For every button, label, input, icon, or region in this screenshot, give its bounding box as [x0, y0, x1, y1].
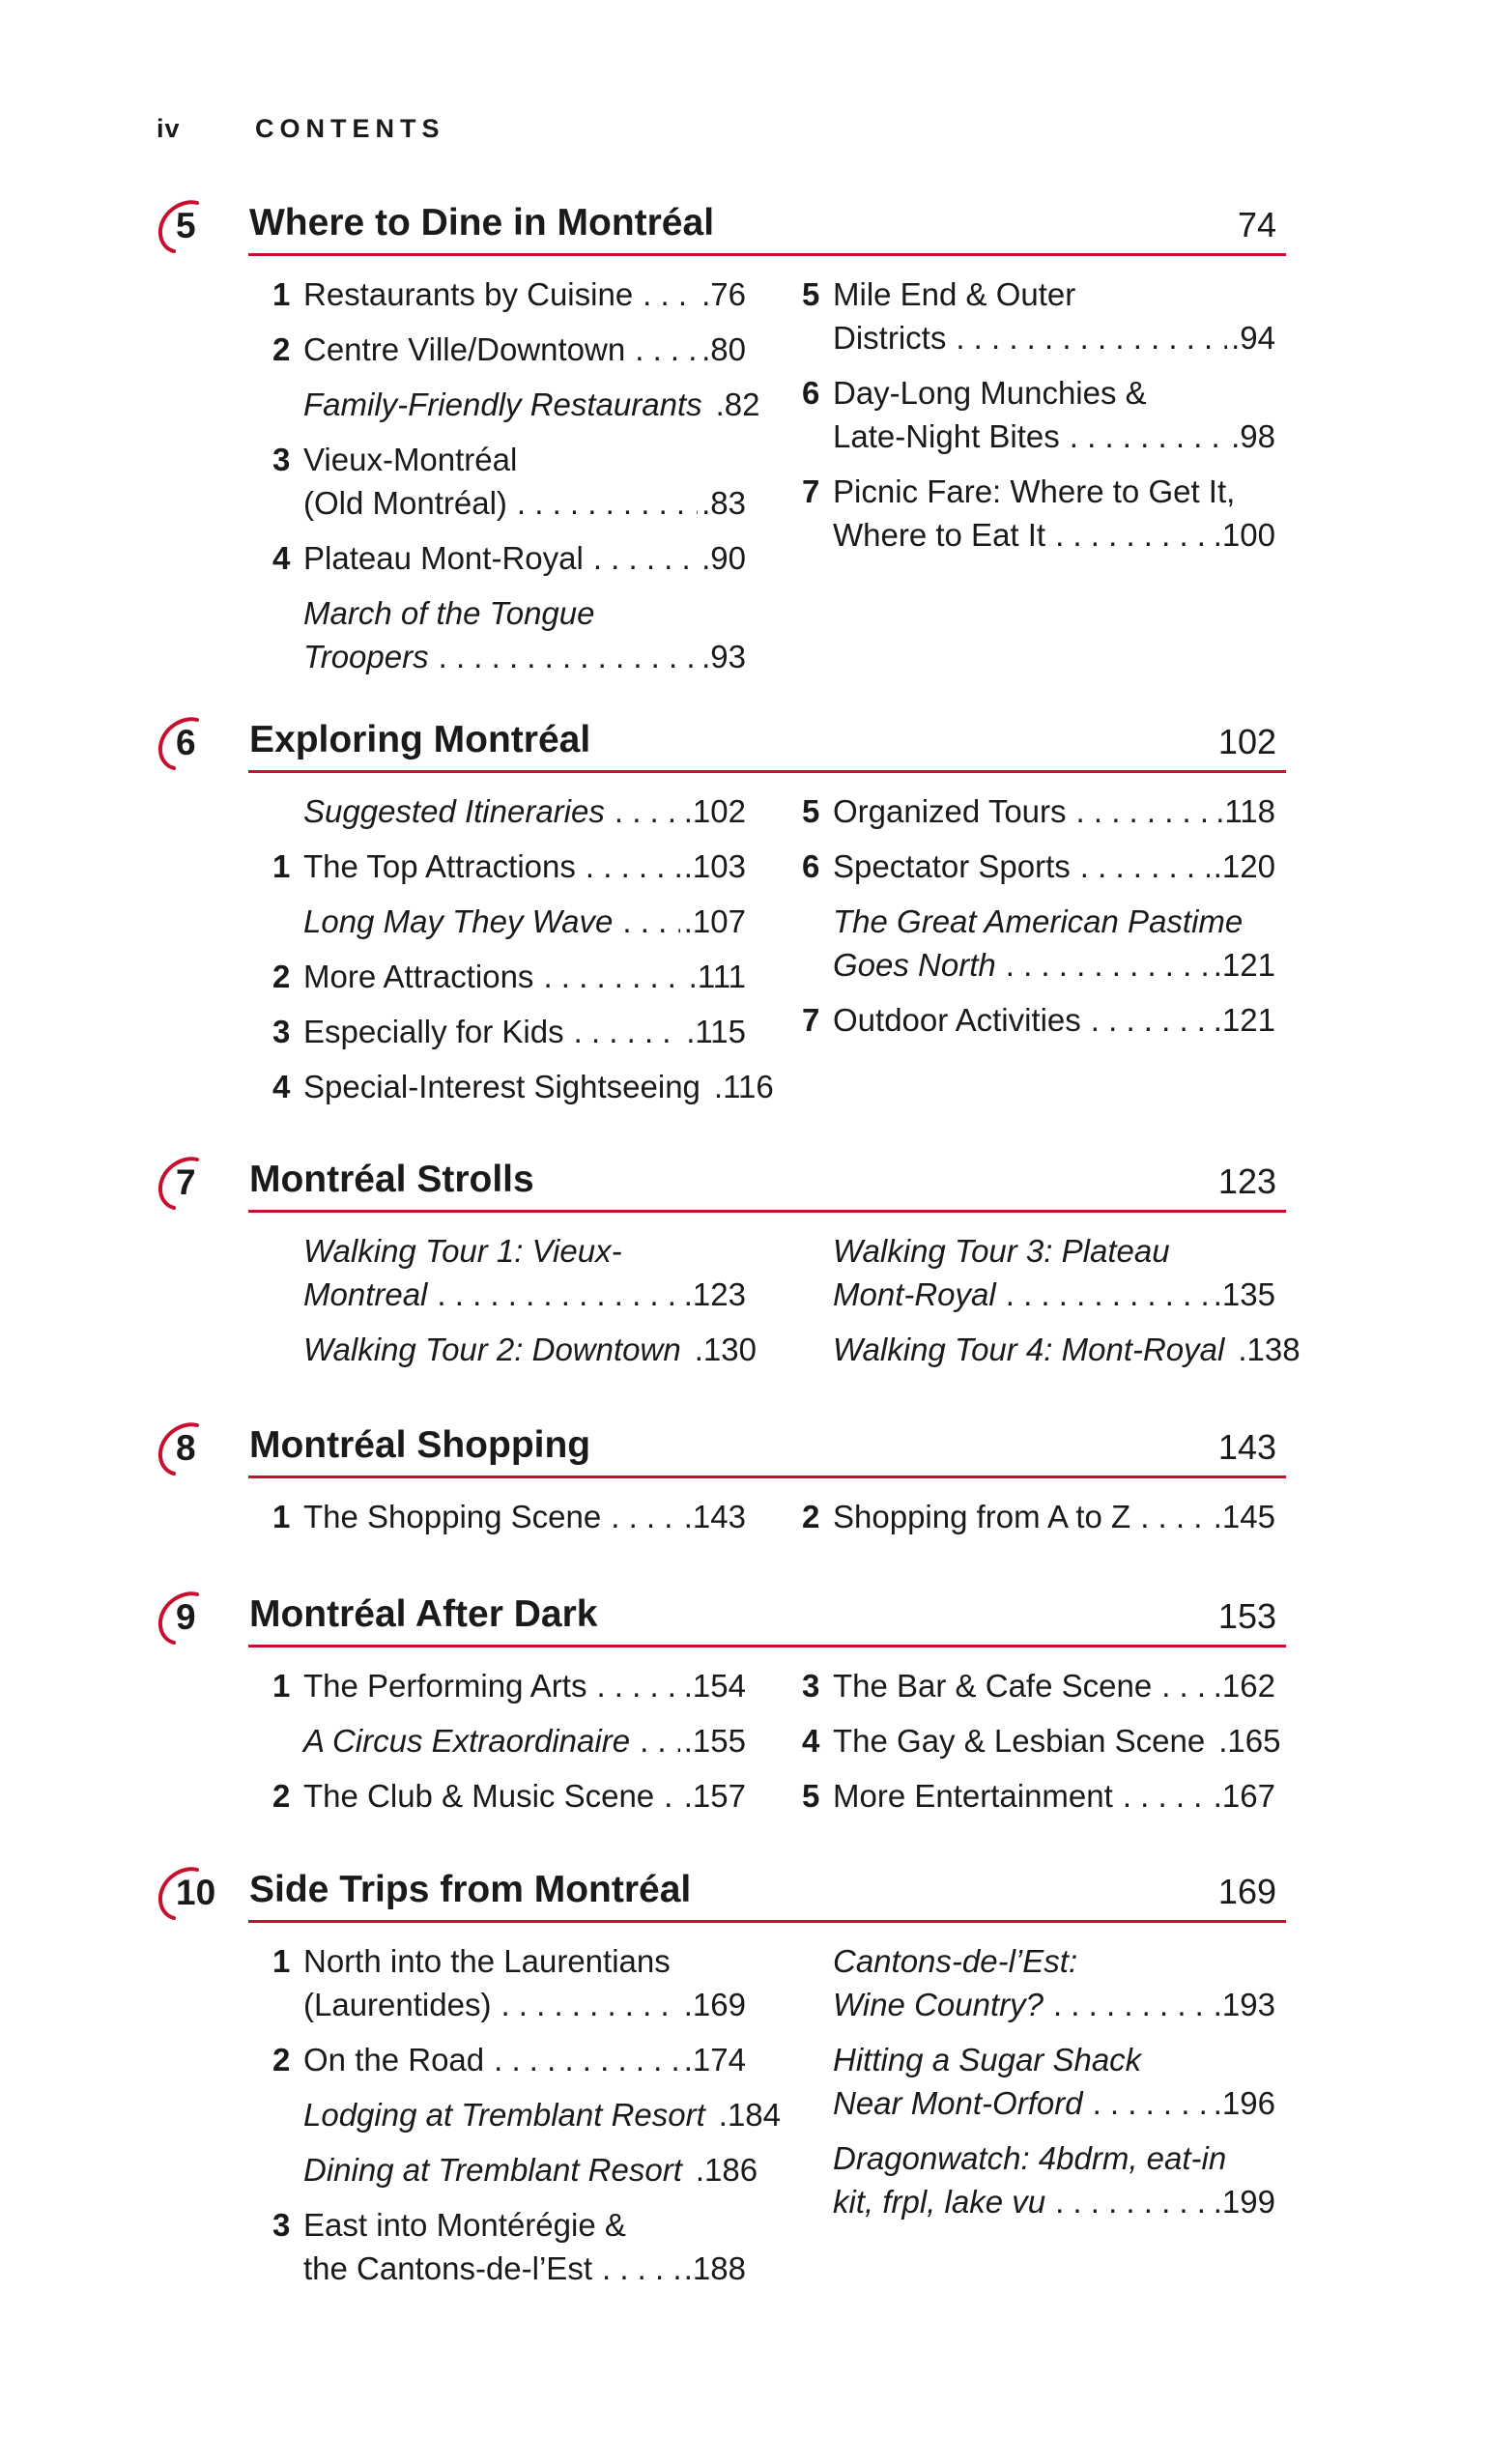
toc-subentry[interactable] — [802, 2136, 1275, 2223]
entry-line — [303, 1719, 746, 1762]
entry-title: The Gay & Lesbian Scene — [833, 1723, 1206, 1759]
entry-line — [303, 2093, 782, 2136]
dot-leader — [494, 2038, 680, 2081]
chapter-section — [0, 1585, 1487, 1814]
entry-number: 1 — [272, 1943, 291, 1979]
chapter-section — [0, 1416, 1487, 1534]
entry-number: 4 — [802, 1723, 820, 1759]
entry-title: Montreal — [303, 1276, 428, 1312]
toc-entry[interactable] — [272, 328, 746, 371]
chapter-number — [155, 1868, 222, 1918]
entry-title: (Laurentides) — [303, 1987, 492, 2022]
running-head-label: CONTENTS — [255, 114, 445, 143]
chapter-number — [155, 201, 222, 251]
entry-title: Long May They Wave — [303, 903, 614, 939]
toc-subentry[interactable] — [272, 591, 746, 678]
left-column — [272, 1229, 757, 1383]
dot-leader — [593, 536, 698, 580]
chapter-page-number: 102 — [1217, 722, 1276, 761]
chapter-heading[interactable] — [0, 710, 1487, 772]
entry-number: 7 — [802, 1002, 820, 1038]
entry-number: 2 — [272, 2042, 291, 2077]
toc-entry[interactable] — [802, 1719, 1281, 1762]
entry-line — [833, 513, 1275, 557]
entry-page-number: .120 — [1213, 848, 1275, 884]
entry-title: The Bar & Cafe Scene — [833, 1668, 1153, 1704]
chapter-rule — [248, 1920, 1286, 1923]
toc-entry[interactable] — [802, 1664, 1275, 1707]
dot-leader — [602, 2247, 680, 2290]
entry-line — [833, 1495, 1275, 1538]
right-column — [802, 1495, 1275, 1550]
left-column — [272, 1664, 746, 1829]
entry-title: Walking Tour 4: Mont-Royal — [833, 1332, 1225, 1367]
toc-entry[interactable] — [272, 1495, 746, 1538]
dot-leader — [643, 272, 698, 316]
entry-title: Organized Tours — [833, 793, 1067, 829]
entry-line — [833, 1328, 1301, 1371]
toc-subentry[interactable] — [272, 789, 746, 833]
entry-line — [833, 1983, 1275, 2026]
toc-subentry[interactable] — [272, 383, 760, 426]
dot-leader — [664, 1774, 680, 1818]
entry-page-number: .90 — [701, 540, 746, 576]
toc-entry[interactable] — [272, 2038, 746, 2081]
toc-entry[interactable] — [802, 998, 1275, 1042]
right-column — [802, 1229, 1301, 1383]
chapter-section — [0, 1150, 1487, 1367]
entry-number: 6 — [802, 848, 820, 884]
entry-page-number: .107 — [683, 903, 746, 939]
entry-line — [833, 845, 1275, 888]
entry-page-number: .196 — [1213, 2085, 1275, 2121]
entry-page-number: .80 — [701, 331, 746, 367]
entry-number: 7 — [802, 473, 820, 509]
toc-subentry[interactable] — [272, 900, 746, 943]
entry-line — [833, 1719, 1281, 1762]
toc-entry[interactable] — [802, 1774, 1275, 1818]
chapter-page-number: 143 — [1217, 1427, 1276, 1467]
entry-number: 4 — [272, 1069, 291, 1104]
entry-title: (Old Montréal) — [303, 485, 507, 521]
right-column — [802, 272, 1275, 568]
chapter-section — [0, 193, 1487, 674]
entry-page-number: .111 — [688, 959, 746, 994]
entry-line — [303, 1328, 757, 1371]
chapter-heading[interactable] — [0, 193, 1487, 255]
dot-leader — [1006, 943, 1210, 987]
toc-entry[interactable] — [802, 1495, 1275, 1538]
left-column — [272, 1495, 746, 1550]
toc-entry[interactable] — [272, 536, 746, 580]
chapter-rule — [248, 1476, 1286, 1478]
left-column — [272, 272, 760, 690]
dot-leader — [517, 481, 698, 525]
toc-subentry[interactable] — [272, 2093, 782, 2136]
entry-title: Special-Interest Sightseeing — [303, 1069, 701, 1104]
entry-number: 2 — [802, 1499, 820, 1534]
dot-leader — [622, 900, 679, 943]
entry-line — [303, 1983, 746, 2026]
entry-title: Especially for Kids — [303, 1014, 564, 1049]
entry-number: 1 — [272, 848, 291, 884]
entry-line — [833, 2038, 1275, 2081]
entry-line — [303, 1065, 774, 1108]
entry-number: 2 — [272, 959, 291, 994]
dot-leader — [635, 328, 698, 371]
entry-title: Family-Friendly Restaurants — [303, 387, 702, 422]
entry-title: Spectator Sports — [833, 848, 1071, 884]
entry-title: Late-Night Bites — [833, 418, 1060, 454]
right-column — [802, 789, 1275, 1053]
entry-line — [303, 1664, 746, 1707]
right-column — [802, 1664, 1281, 1829]
dot-leader — [956, 316, 1227, 359]
entry-line — [833, 371, 1275, 415]
entry-page-number: .93 — [701, 639, 746, 674]
toc-subentry[interactable] — [802, 1328, 1301, 1371]
entry-number: 2 — [272, 1778, 291, 1814]
dot-leader — [615, 789, 680, 833]
chapter-rule — [248, 1645, 1286, 1647]
chapter-number — [155, 1592, 222, 1643]
entry-title: The Performing Arts — [303, 1668, 587, 1704]
dot-leader — [1006, 1273, 1210, 1316]
entry-line — [303, 1229, 746, 1273]
entry-line — [303, 591, 746, 635]
entry-number: 6 — [802, 375, 820, 411]
entry-line — [303, 481, 746, 525]
dot-leader — [1123, 1774, 1210, 1818]
dot-leader — [437, 1273, 679, 1316]
entry-title: Outdoor Activities — [833, 1002, 1081, 1038]
entry-page-number: .193 — [1213, 1987, 1275, 2022]
running-head — [157, 114, 445, 144]
entry-page-number: .169 — [683, 1987, 746, 2022]
entry-line — [833, 1229, 1275, 1273]
left-column — [272, 789, 774, 1120]
entry-line — [303, 789, 746, 833]
entry-page-number: .121 — [1213, 947, 1275, 983]
entry-number: 3 — [802, 1668, 820, 1704]
toc-entry[interactable] — [272, 845, 746, 888]
entry-line — [303, 635, 746, 678]
toc-entry[interactable] — [272, 1664, 746, 1707]
chapter-page-number: 169 — [1217, 1872, 1276, 1911]
chapter-page-number: 74 — [1237, 205, 1276, 244]
entry-title: Day-Long Munchies & — [833, 375, 1147, 411]
toc-entry[interactable] — [272, 438, 746, 525]
toc-entry[interactable] — [272, 1065, 774, 1108]
entry-title: the Cantons-de-l’Est — [303, 2250, 592, 2286]
toc-subentry[interactable] — [802, 1939, 1275, 2026]
entry-page-number: .83 — [701, 485, 746, 521]
dot-leader — [1093, 2081, 1210, 2125]
entry-number: 3 — [272, 2207, 291, 2243]
chapter-number-text: 6 — [176, 723, 196, 762]
dot-leader — [1053, 1983, 1210, 2026]
entry-title: Dining at Tremblant Resort — [303, 2152, 682, 2188]
entry-line — [303, 438, 746, 481]
toc-subentry[interactable] — [272, 1719, 746, 1762]
entry-page-number: .157 — [683, 1778, 746, 1814]
entry-page-number: .155 — [683, 1723, 746, 1759]
chapter-page-number: 123 — [1217, 1161, 1276, 1201]
page-folio: iv — [157, 114, 181, 143]
entry-line — [833, 470, 1275, 513]
entry-line — [303, 900, 746, 943]
entry-page-number: .162 — [1213, 1668, 1275, 1704]
entry-title: Mile End & Outer — [833, 276, 1076, 312]
entry-line — [303, 383, 760, 426]
toc-subentry[interactable] — [272, 1328, 757, 1371]
entry-number: 5 — [802, 793, 820, 829]
toc-entry[interactable] — [802, 272, 1275, 359]
entry-page-number: .174 — [683, 2042, 746, 2077]
toc-subentry[interactable] — [802, 900, 1275, 987]
toc-entry[interactable] — [802, 371, 1275, 458]
entry-title: Restaurants by Cuisine — [303, 276, 634, 312]
chapter-heading[interactable] — [0, 1416, 1487, 1477]
chapter-title: Montréal Strolls — [249, 1159, 534, 1200]
entry-title: Walking Tour 3: Plateau — [833, 1233, 1170, 1269]
entry-title: North into the Laurentians — [303, 1943, 671, 1979]
entry-line — [303, 845, 746, 888]
entry-line — [833, 2180, 1275, 2223]
right-column — [802, 1939, 1275, 2235]
entry-page-number: .82 — [715, 387, 760, 422]
entry-number: 1 — [272, 276, 291, 312]
entry-number: 2 — [272, 331, 291, 367]
chapter-number — [155, 718, 222, 768]
entry-line — [833, 943, 1275, 987]
dot-leader — [1161, 1664, 1210, 1707]
entry-title: Shopping from A to Z — [833, 1499, 1131, 1534]
entry-title: East into Montérégie & — [303, 2207, 626, 2243]
dot-leader — [586, 845, 680, 888]
entry-page-number: .135 — [1213, 1276, 1275, 1312]
entry-page-number: .143 — [683, 1499, 746, 1534]
entry-line — [833, 1939, 1275, 1983]
entry-title: Picnic Fare: Where to Get It, — [833, 473, 1236, 509]
dot-leader — [611, 1495, 680, 1538]
entry-number: 3 — [272, 442, 291, 477]
entry-title: Dragonwatch: 4bdrm, eat-in — [833, 2140, 1227, 2176]
chapter-number — [155, 1423, 222, 1474]
dot-leader — [1070, 415, 1227, 458]
entry-line — [833, 1774, 1275, 1818]
entry-title: Lodging at Tremblant Resort — [303, 2097, 705, 2133]
chapter-title: Where to Dine in Montréal — [249, 202, 715, 244]
entry-title: March of the Tongue — [303, 595, 595, 631]
entry-page-number: .130 — [694, 1332, 757, 1367]
entry-page-number: .103 — [683, 848, 746, 884]
entry-title: Mont-Royal — [833, 1276, 996, 1312]
dot-leader — [640, 1719, 680, 1762]
entry-number: 5 — [802, 1778, 820, 1814]
entry-page-number: .184 — [718, 2097, 782, 2133]
entry-page-number: .123 — [683, 1276, 746, 1312]
entry-title: The Great American Pastime — [833, 903, 1244, 939]
entry-line — [303, 2038, 746, 2081]
dot-leader — [1140, 1495, 1210, 1538]
toc-entry[interactable] — [272, 2203, 746, 2290]
chapter-section — [0, 1860, 1487, 2286]
entry-number: 1 — [272, 1668, 291, 1704]
entry-page-number: .165 — [1218, 1723, 1281, 1759]
dot-leader — [574, 1010, 683, 1053]
chapter-heading[interactable] — [0, 1150, 1487, 1212]
toc-entry[interactable] — [272, 1010, 746, 1053]
entry-title: Walking Tour 1: Vieux- — [303, 1233, 622, 1269]
entry-title: kit, frpl, lake vu — [833, 2184, 1046, 2220]
entry-line — [303, 1774, 746, 1818]
entry-line — [303, 1010, 746, 1053]
chapter-title: Montréal After Dark — [249, 1593, 598, 1635]
entry-line — [303, 1939, 746, 1983]
dot-leader — [1076, 789, 1213, 833]
entry-line — [303, 536, 746, 580]
chapter-rule — [248, 253, 1286, 256]
entry-line — [833, 415, 1275, 458]
chapter-rule — [248, 770, 1286, 773]
dot-leader — [596, 1664, 679, 1707]
entry-page-number: .100 — [1213, 517, 1275, 553]
chapter-number-text: 8 — [176, 1428, 196, 1468]
chapter-number-text: 7 — [176, 1162, 196, 1202]
entry-line — [833, 1664, 1275, 1707]
entry-page-number: .199 — [1213, 2184, 1275, 2220]
toc-entry[interactable] — [802, 845, 1275, 888]
chapter-title: Exploring Montréal — [249, 719, 591, 760]
dot-leader — [1055, 2180, 1210, 2223]
entry-page-number: .145 — [1213, 1499, 1275, 1534]
entry-line — [833, 316, 1275, 359]
entry-page-number: .154 — [683, 1668, 746, 1704]
chapter-title: Montréal Shopping — [249, 1424, 591, 1466]
entry-page-number: .167 — [1213, 1778, 1275, 1814]
entry-title: On the Road — [303, 2042, 485, 2077]
entry-title: Districts — [833, 320, 947, 356]
entry-title: Plateau Mont-Royal — [303, 540, 584, 576]
entry-line — [303, 1495, 746, 1538]
dot-leader — [543, 955, 684, 998]
entry-line — [833, 789, 1275, 833]
toc-entry[interactable] — [272, 1774, 746, 1818]
chapter-number-text: 9 — [176, 1597, 196, 1637]
entry-title: Near Mont-Orford — [833, 2085, 1083, 2121]
entry-page-number: .188 — [683, 2250, 746, 2286]
entry-page-number: .98 — [1231, 418, 1275, 454]
chapter-number — [155, 1158, 222, 1208]
chapter-page-number: 153 — [1217, 1596, 1276, 1636]
entry-line — [833, 1273, 1275, 1316]
entry-page-number: .94 — [1231, 320, 1275, 356]
entry-title: The Top Attractions — [303, 848, 576, 884]
entry-page-number: .186 — [695, 2152, 758, 2188]
entry-line — [303, 1273, 746, 1316]
entry-page-number: .116 — [713, 1069, 774, 1104]
entry-page-number: .121 — [1213, 1002, 1275, 1038]
entry-line — [833, 998, 1275, 1042]
chapter-section — [0, 710, 1487, 1104]
entry-page-number: .102 — [683, 793, 746, 829]
entry-line — [833, 272, 1275, 316]
dot-leader — [1080, 845, 1210, 888]
entry-title: Suggested Itineraries — [303, 793, 605, 829]
toc-subentry[interactable] — [802, 2038, 1275, 2125]
toc-entry[interactable] — [272, 955, 746, 998]
entry-title: Vieux-Montréal — [303, 442, 518, 477]
entry-title: Wine Country? — [833, 1987, 1044, 2022]
dot-leader — [1091, 998, 1210, 1042]
entry-line — [303, 2247, 746, 2290]
entry-number: 3 — [272, 1014, 291, 1049]
chapter-rule — [248, 1210, 1286, 1213]
entry-line — [303, 2203, 746, 2247]
entry-title: More Attractions — [303, 959, 534, 994]
entry-page-number: .115 — [686, 1014, 746, 1049]
entry-number: 4 — [272, 540, 291, 576]
entry-title: More Entertainment — [833, 1778, 1113, 1814]
entry-number: 1 — [272, 1499, 291, 1534]
entry-title: Centre Ville/Downtown — [303, 331, 626, 367]
dot-leader — [500, 1983, 679, 2026]
toc-subentry[interactable] — [272, 2148, 758, 2192]
toc-subentry[interactable] — [272, 1229, 746, 1316]
entry-title: The Shopping Scene — [303, 1499, 602, 1534]
entry-line — [303, 2148, 758, 2192]
toc-subentry[interactable] — [802, 1229, 1275, 1316]
toc-entry[interactable] — [802, 470, 1275, 557]
entry-line — [303, 955, 746, 998]
dot-leader — [439, 635, 699, 678]
entry-title: Where to Eat It — [833, 517, 1046, 553]
entry-title: Goes North — [833, 947, 996, 983]
chapter-heading[interactable] — [0, 1860, 1487, 1922]
entry-title: Walking Tour 2: Downtown — [303, 1332, 681, 1367]
entry-title: Hitting a Sugar Shack — [833, 2042, 1142, 2077]
chapter-heading[interactable] — [0, 1585, 1487, 1647]
entry-title: A Circus Extraordinaire — [303, 1723, 631, 1759]
entry-page-number: .138 — [1238, 1332, 1301, 1367]
entry-line — [303, 328, 746, 371]
chapter-title: Side Trips from Montréal — [249, 1869, 692, 1910]
chapter-number-text: 10 — [176, 1873, 216, 1912]
entry-number: 5 — [802, 276, 820, 312]
left-column — [272, 1939, 782, 2302]
entry-page-number: .118 — [1215, 793, 1275, 829]
entry-line — [833, 2081, 1275, 2125]
entry-title: The Club & Music Scene — [303, 1778, 655, 1814]
chapter-number-text: 5 — [176, 206, 196, 245]
entry-line — [303, 272, 746, 316]
toc-entry[interactable] — [272, 272, 746, 316]
entry-page-number: .76 — [701, 276, 746, 312]
entry-line — [833, 900, 1275, 943]
toc-entry[interactable] — [802, 789, 1275, 833]
toc-entry[interactable] — [272, 1939, 746, 2026]
entry-title: Troopers — [303, 639, 429, 674]
entry-title: Cantons-de-l’Est: — [833, 1943, 1078, 1979]
dot-leader — [1055, 513, 1210, 557]
entry-line — [833, 2136, 1275, 2180]
